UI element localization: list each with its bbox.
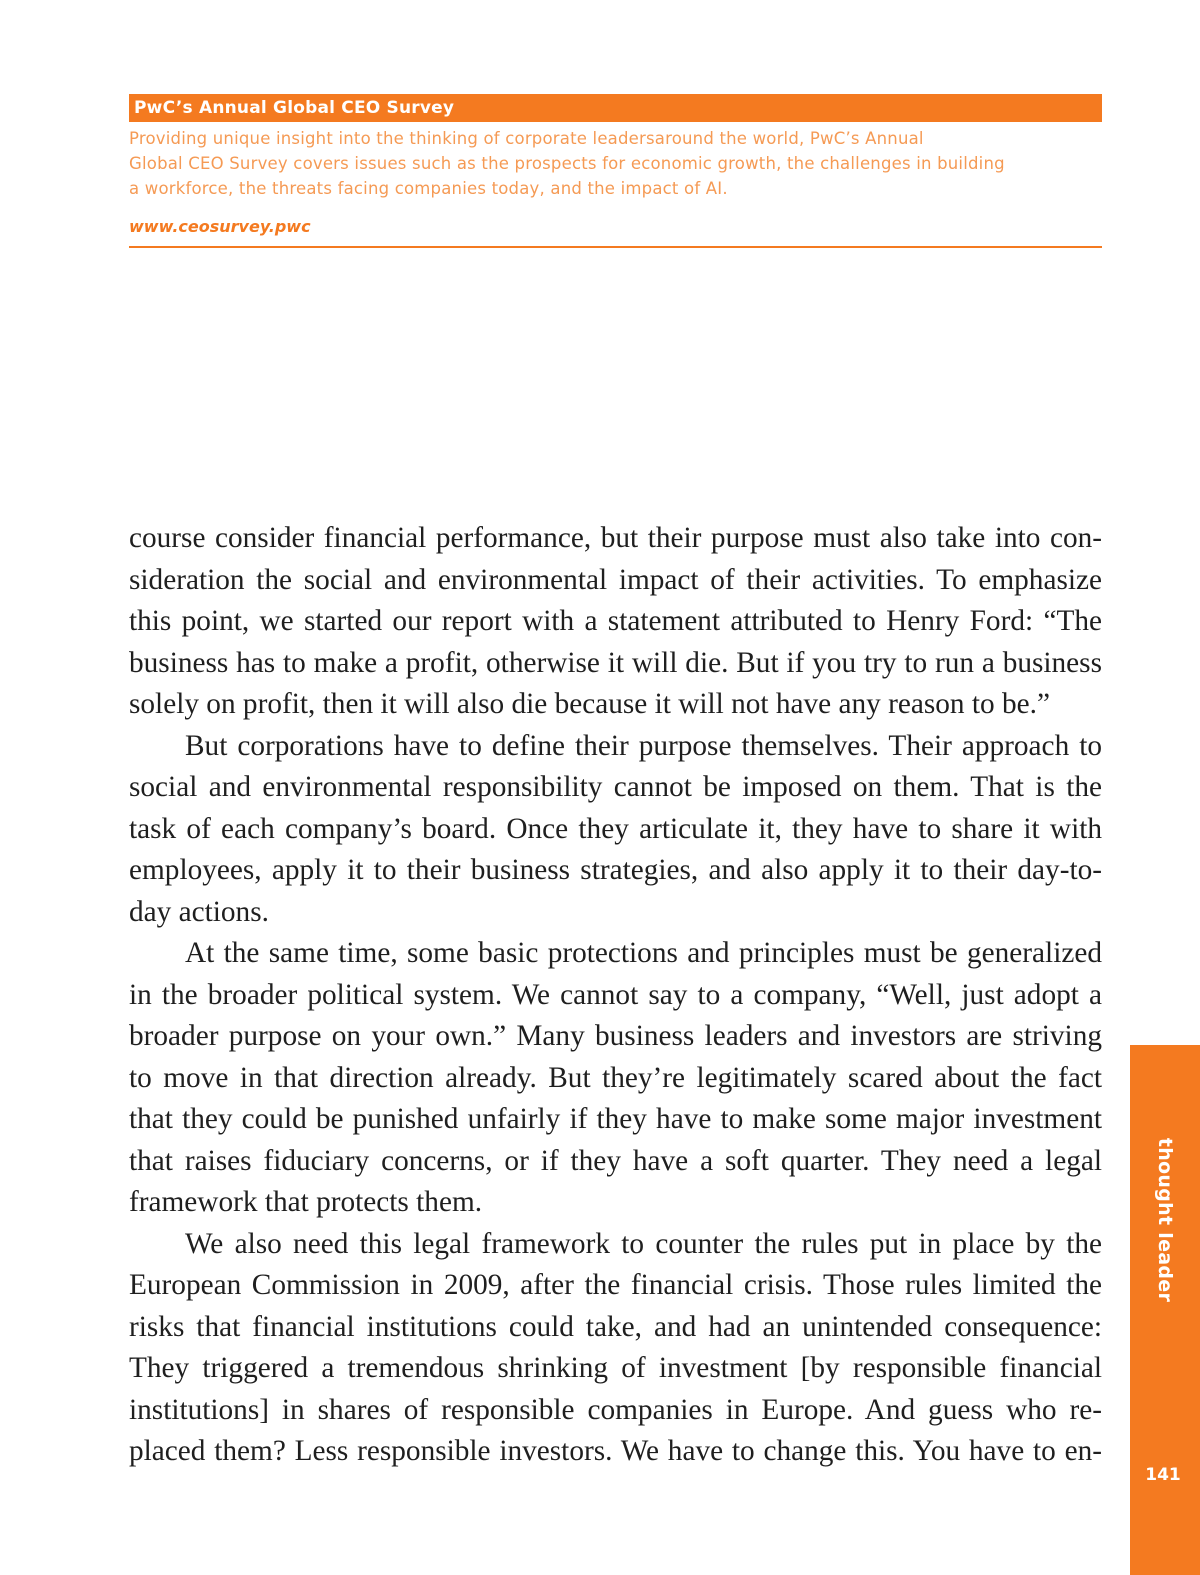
- article-body: [129, 518, 1102, 1473]
- body-line: solely on profit, then it will also die because it will not have any reason to be.”: [129, 688, 1050, 720]
- body-line: placed them? Less responsible investors. We have to change this. You have to en-: [129, 1435, 1102, 1467]
- section-tab-label: thought leader: [1154, 1137, 1176, 1303]
- body-line: employees, apply it to their business strategies, and also apply it to their day-to-: [129, 854, 1102, 886]
- body-line: that they could be punished unfairly if they have to make some major investment: [129, 1103, 1102, 1135]
- body-line: institutions] in shares of responsible companies in Europe. And guess who re-: [129, 1393, 1102, 1426]
- survey-header-title: PwC’s Annual Global CEO Survey: [129, 94, 1102, 122]
- page-number: 141: [1145, 1465, 1181, 1485]
- body-line: social and environmental responsibility cannot be imposed on them. That is the: [129, 771, 1102, 803]
- body-line: framework that protects them.: [129, 1186, 483, 1218]
- body-line: course consider financial performance, but their purpose must also take into con-: [129, 522, 1102, 554]
- body-line: business has to make a profit, otherwise it will die. But if you try to run a business: [129, 646, 1102, 679]
- body-line: But corporations have to define their purpose themselves. Their approach to: [185, 729, 1102, 762]
- section-side-tab: [1130, 1045, 1200, 1575]
- body-line: sideration the social and environmental impact of their activities. To emphasize: [129, 563, 1102, 596]
- survey-description-line: Providing unique insight into the thinking of corporate leadersaround the world, PwC’s Annual: [129, 129, 924, 148]
- body-line: in the broader political system. We cannot say to a company, “Well, just adopt a: [129, 978, 1102, 1011]
- body-line: task of each company’s board. Once they articulate it, they have to share it with: [129, 812, 1102, 845]
- survey-header-box: [129, 94, 1102, 248]
- header-divider: [129, 246, 1102, 248]
- survey-description-line: a workforce, the threats facing companies today, and the impact of AI.: [129, 179, 728, 198]
- body-line: broader purpose on your own.” Many business leaders and investors are striving: [129, 1020, 1102, 1052]
- body-line: They triggered a tremendous shrinking of investment [by responsible financial: [129, 1352, 1102, 1384]
- body-line: We also need this legal framework to counter the rules put in place by the: [185, 1227, 1102, 1260]
- survey-description-line: Global CEO Survey covers issues such as the prospects for economic growth, the challenges in building: [129, 154, 1005, 173]
- body-line: this point, we started our report with a statement attributed to Henry Ford: “The: [129, 605, 1102, 637]
- body-line: that raises fiduciary concerns, or if they have a soft quarter. They need a legal: [129, 1144, 1102, 1177]
- body-line: day actions.: [129, 895, 269, 928]
- body-line: European Commission in 2009, after the financial crisis. Those rules limited the: [129, 1269, 1102, 1301]
- survey-description: [129, 126, 1102, 201]
- body-line: At the same time, some basic protections and principles must be generalized: [185, 937, 1102, 969]
- body-line: risks that financial institutions could take, and had an unintended consequence:: [129, 1310, 1102, 1343]
- body-line: to move in that direction already. But they’re legitimately scared about the fact: [129, 1061, 1102, 1094]
- survey-url-link[interactable]: www.ceosurvey.pwc: [129, 217, 311, 236]
